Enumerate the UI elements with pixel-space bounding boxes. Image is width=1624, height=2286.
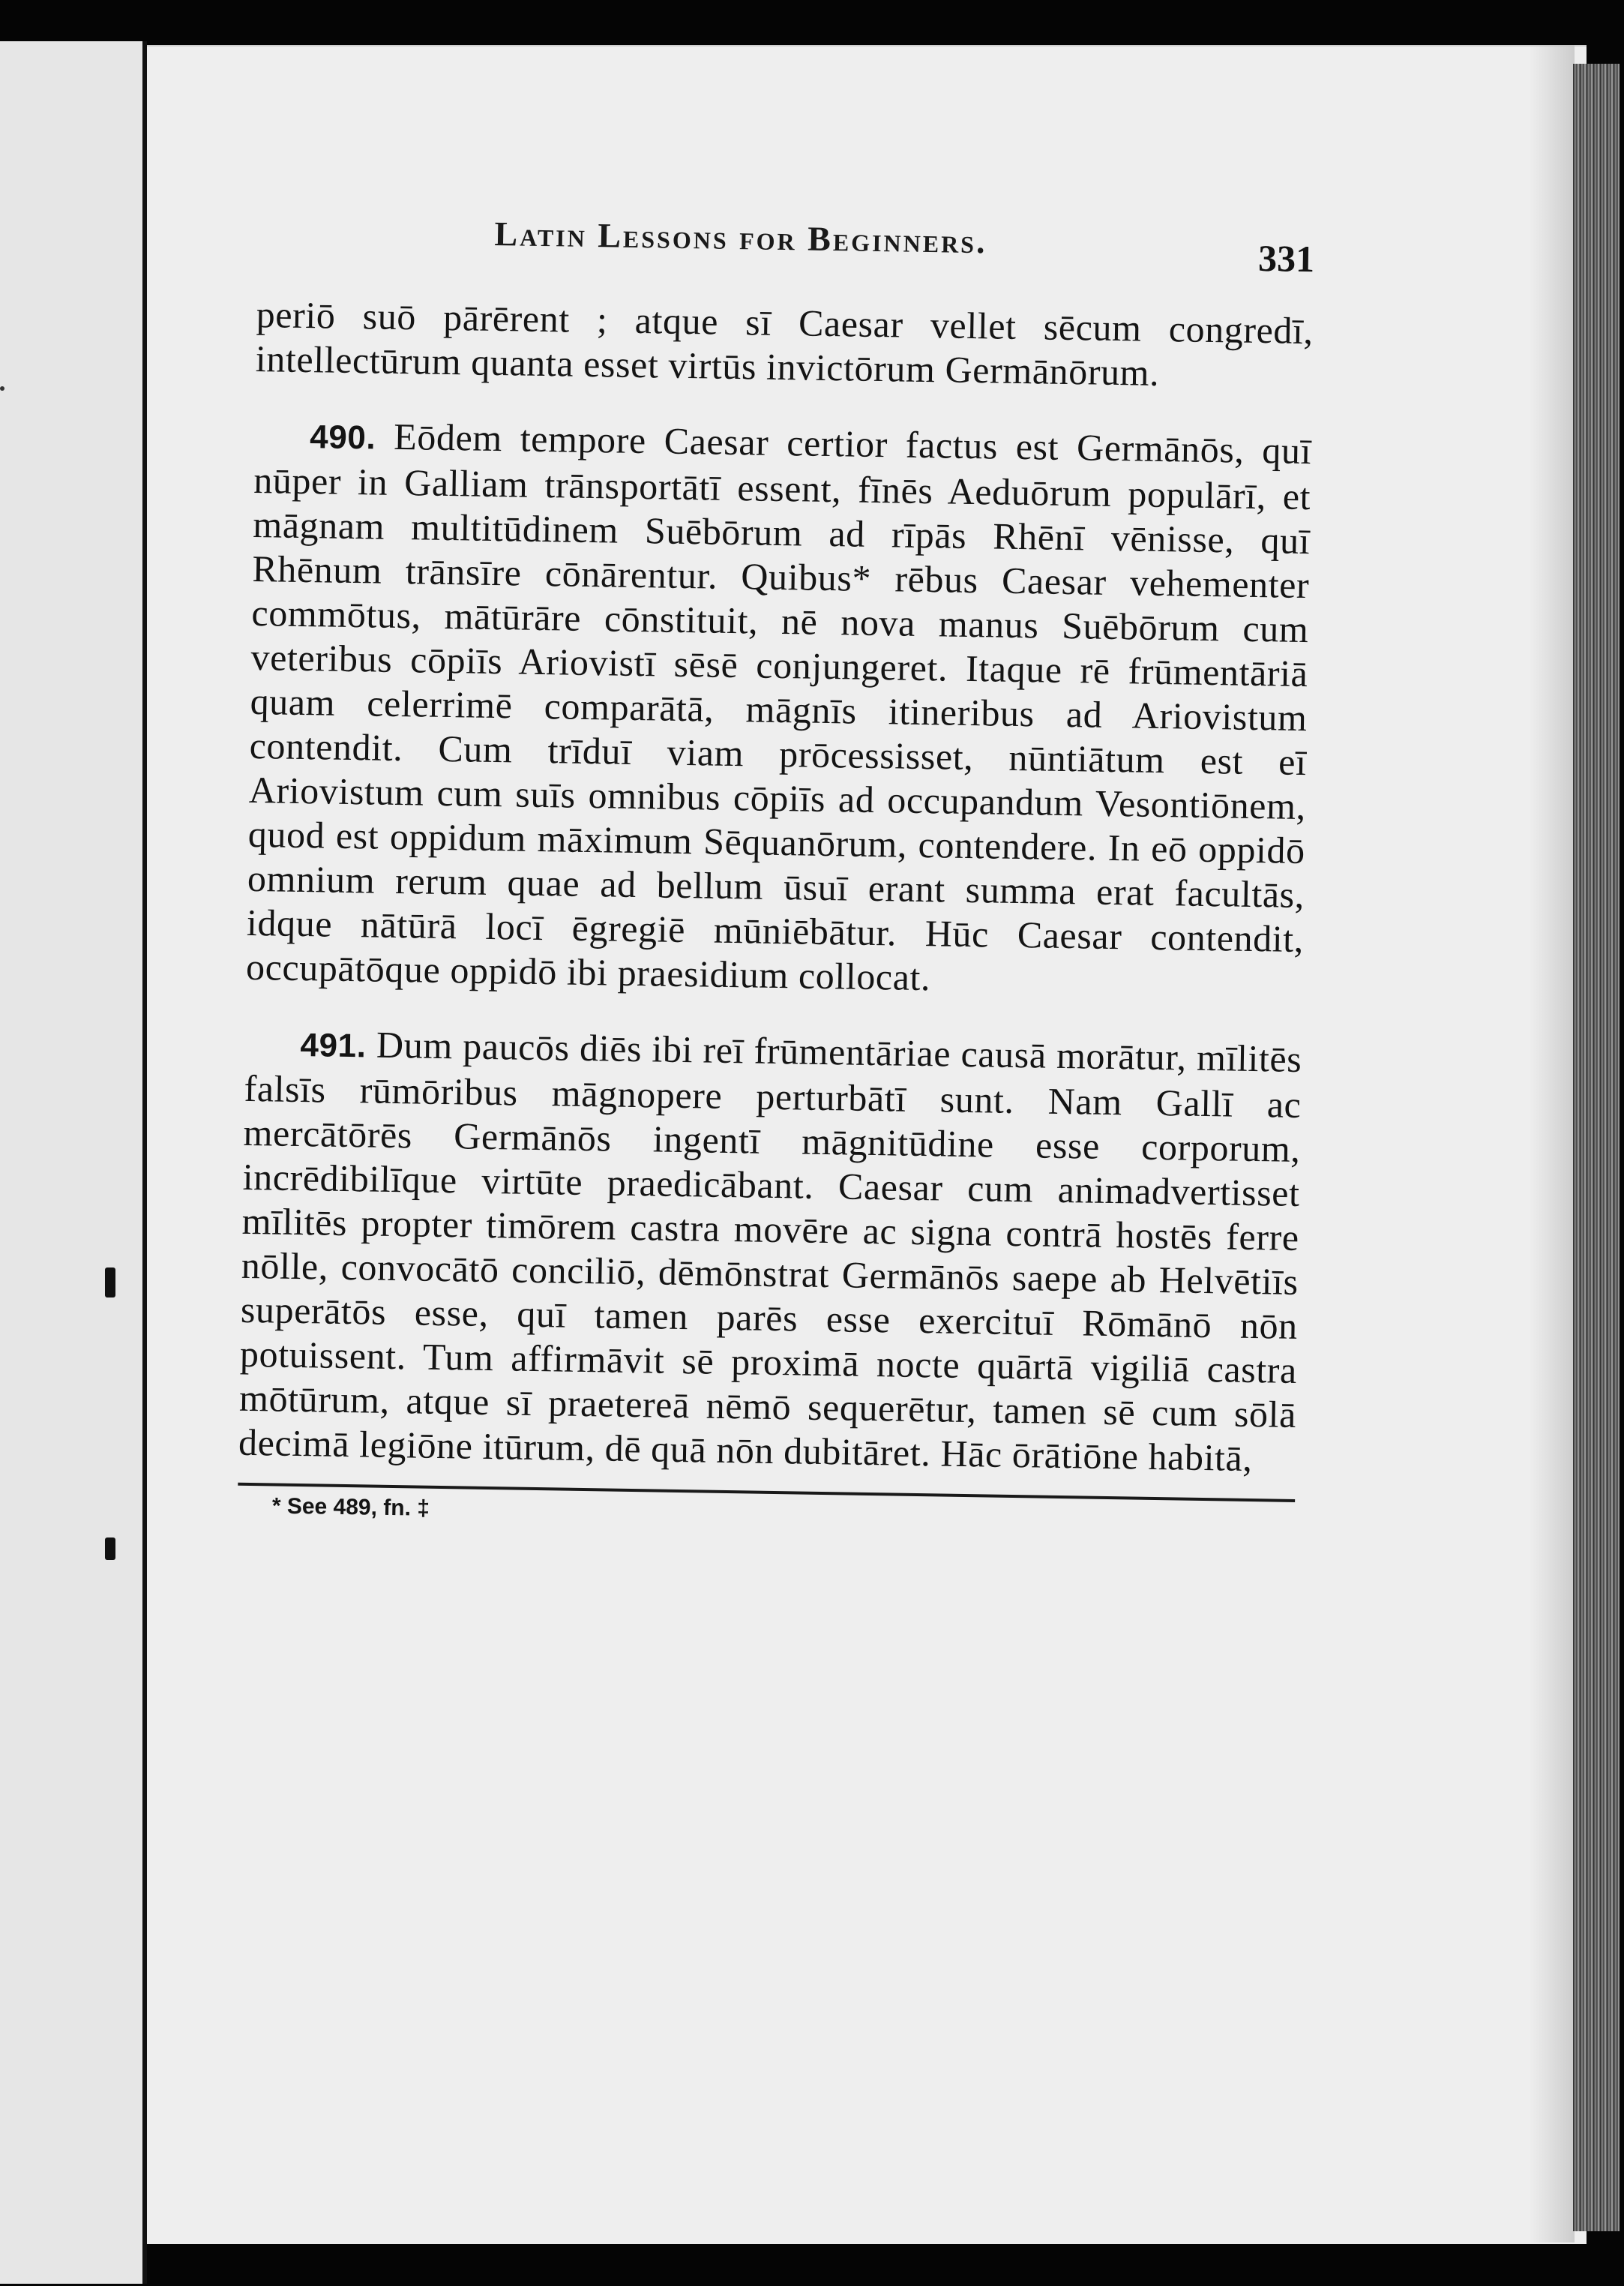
page-content	[238, 210, 1315, 1535]
paragraph-490	[246, 412, 1312, 1006]
binding-mark	[105, 1538, 115, 1560]
running-title: Latin Lessons for Beginners.	[494, 214, 987, 261]
paragraph-text: periō suō pārērent ; atque sī Caesar vellet sēcum congredī, intellectūrum quanta esset virtūs invictōrum Germānōrum.	[255, 292, 1314, 394]
paragraph-text: Eōdem tempore Caesar certior factus est Germānōs, quī nūper in Galliam trānsportātī essent, fīnēs Aeduōrum populārī, et māgnam multitūdinem Suēbōrum ad rīpās Rhēnī vēnisse, quī Rhēnum trānsīre cōnārentur. Quibus* rēbus Caesar vehementer commōtus, mātūrāre cōnstituit, nē nova manus Suēbōrum cum veteribus cōpiīs Ariovistī sēsē conjungeret. Itaque rē frūmentāriā quam celerrimē comparātā, māgnīs itineribus ad Ariovistum contendit. Cum trīduī viam prōcessisset, nūntiātum est eī Ariovistum cum suīs omnibus cōpiīs ad occupandum Vesontiōnem, quod est oppidum māximum Sēquanōrum, contendere. In eō oppidō omnium rerum quae ad bellum ūsuī erant summa erat facultās, idque nātūrā locī ēgregiē mūniēbātur. Hūc Caesar contendit, occupātōque oppidō ibi praesidium collocat.	[245, 415, 1312, 999]
page-number: 331	[1257, 236, 1315, 280]
binding-mark	[105, 1268, 115, 1298]
page-curl-shadow	[1530, 45, 1575, 2242]
section-number: 491.	[300, 1027, 367, 1065]
page-header	[256, 210, 1315, 309]
page-edge-stack	[1573, 64, 1620, 2231]
footnote: * See 489, fn. ‡	[271, 1493, 430, 1521]
previous-page-edge	[0, 41, 147, 2284]
paragraph-continued	[255, 292, 1314, 398]
paragraph-text: Dum paucōs diēs ibi reī frūmentāriae causā morātur, mīlitēs falsīs rūmōribus māgnopere perturbātī sunt. Nam Gallī ac mercātōrēs Germānōs ingentī māgnitūdine esse corporum, incrēdibilīque virtūte praedicābant. Caesar cum animadvertisset mīlitēs propter timōrem castra movēre ac signa contrā hostēs ferre nōlle, convocātō conciliō, dēmōnstrat Germānōs saepe ab Helvētiīs superātōs esse, quī tamen parēs esse exercituī Rōmānō nōn potuissent. Tum affirmāvit sē proximā nocte quārtā vigiliā castra mōtūrum, atque sī praetereā nēmō sequerētur, tamen sē cum sōlā decimā legiōne itūrum, dē quā nōn dubitāret. Hāc ōrātiōne habitā,	[238, 1023, 1302, 1480]
section-number: 490.	[309, 418, 376, 457]
ink-speck	[0, 386, 4, 391]
paragraph-491	[238, 1021, 1302, 1481]
